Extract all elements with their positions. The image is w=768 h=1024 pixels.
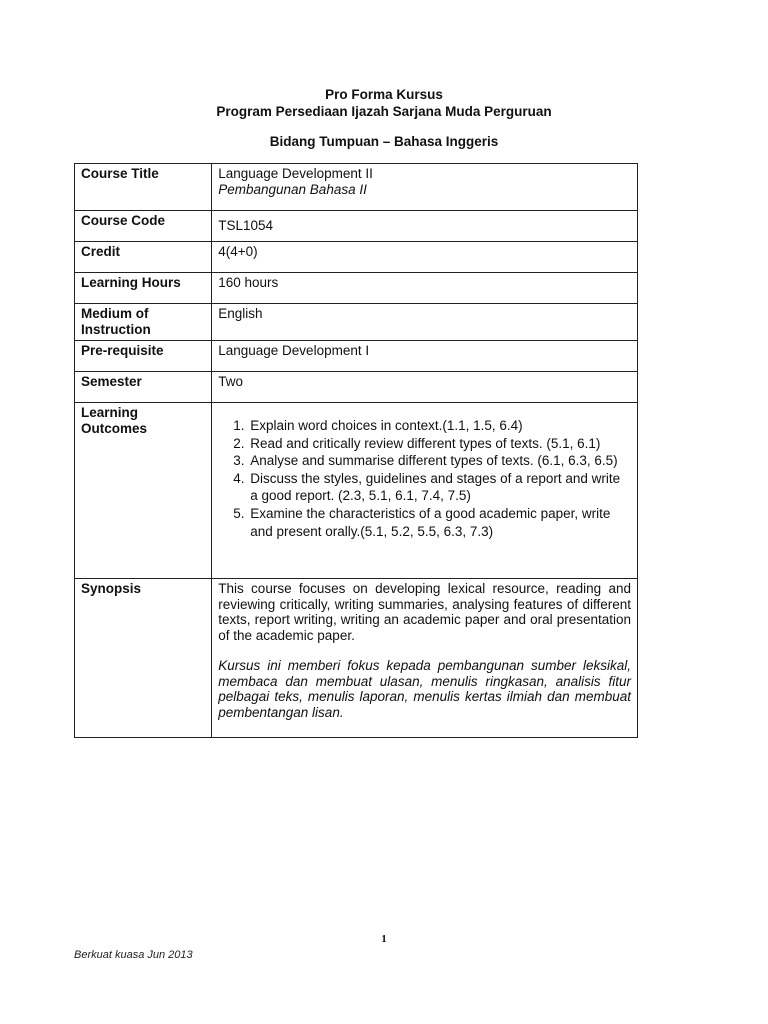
- credit-value: 4(4+0): [212, 242, 638, 273]
- prerequisite-value: Language Development I: [212, 341, 638, 372]
- credit-label: Credit: [75, 242, 212, 273]
- synopsis-value: [212, 579, 638, 738]
- course-pro-forma-table: [74, 163, 638, 738]
- learning-outcome-item: 2. Read and critically review different types of texts. (5.1, 6.1): [248, 435, 631, 453]
- row-semester: [75, 372, 638, 403]
- learning-outcome-item: 5. Examine the characteristics of a good academic paper, write and present orally.(5.1, 5.2, 5.5, 6.3, 7.3): [248, 505, 631, 540]
- course-title-malay: Pembangunan Bahasa II: [218, 182, 367, 197]
- course-title-english: Language Development II: [218, 166, 373, 181]
- synopsis-label: Synopsis: [75, 579, 212, 738]
- row-course-title: [75, 164, 638, 211]
- medium-label: Medium of Instruction: [75, 304, 212, 341]
- course-code-label: Course Code: [75, 211, 212, 242]
- learning-outcomes-list: [218, 417, 631, 540]
- synopsis-english: This course focuses on developing lexical resource, reading and reviewing critically, writing summaries, analysing features of different texts, report writing, writing an academic paper and oral presentation of the academic paper.: [218, 581, 631, 643]
- learning-outcome-item: 1. Explain word choices in context.(1.1, 1.5, 6.4): [248, 417, 631, 435]
- learning-hours-value: 160 hours: [212, 273, 638, 304]
- row-learning-hours: [75, 273, 638, 304]
- learning-outcomes-label: Learning Outcomes: [75, 403, 212, 579]
- row-credit: [75, 242, 638, 273]
- semester-label: Semester: [75, 372, 212, 403]
- row-prerequisite: [75, 341, 638, 372]
- row-course-code: [75, 211, 638, 242]
- learning-outcome-item: 4. Discuss the styles, guidelines and stages of a report and write a good report. (2.3, 5.1, 6.1, 7.4, 7.5): [248, 470, 631, 505]
- course-code-value: TSL1054: [212, 211, 638, 242]
- row-learning-outcomes: [75, 403, 638, 579]
- page-number: 1: [381, 933, 387, 945]
- program-title: Program Persediaan Ijazah Sarjana Muda Perguruan: [216, 104, 552, 119]
- row-medium: [75, 304, 638, 341]
- semester-value: Two: [212, 372, 638, 403]
- document-title: Pro Forma Kursus: [325, 87, 443, 102]
- focus-area-title: Bidang Tumpuan – Bahasa Inggeris: [269, 134, 499, 149]
- learning-outcome-item: 3. Analyse and summarise different types of texts. (6.1, 6.3, 6.5): [248, 452, 631, 470]
- learning-hours-label: Learning Hours: [75, 273, 212, 304]
- synopsis-malay: Kursus ini memberi fokus kepada pembangunan sumber leksikal, membaca dan membuat ulasan, menulis ringkasan, analisis fitur pelbagai teks, menulis laporan, menulis kertas ilmiah dan membuat pembentangan lisan.: [218, 658, 631, 720]
- medium-value: English: [212, 304, 638, 341]
- effective-date-note: Berkuat kuasa Jun 2013: [74, 949, 193, 961]
- course-title-value: [212, 164, 638, 211]
- learning-outcomes-value: [212, 403, 638, 579]
- row-synopsis: [75, 579, 638, 738]
- prerequisite-label: Pre-requisite: [75, 341, 212, 372]
- course-title-label: Course Title: [75, 164, 212, 211]
